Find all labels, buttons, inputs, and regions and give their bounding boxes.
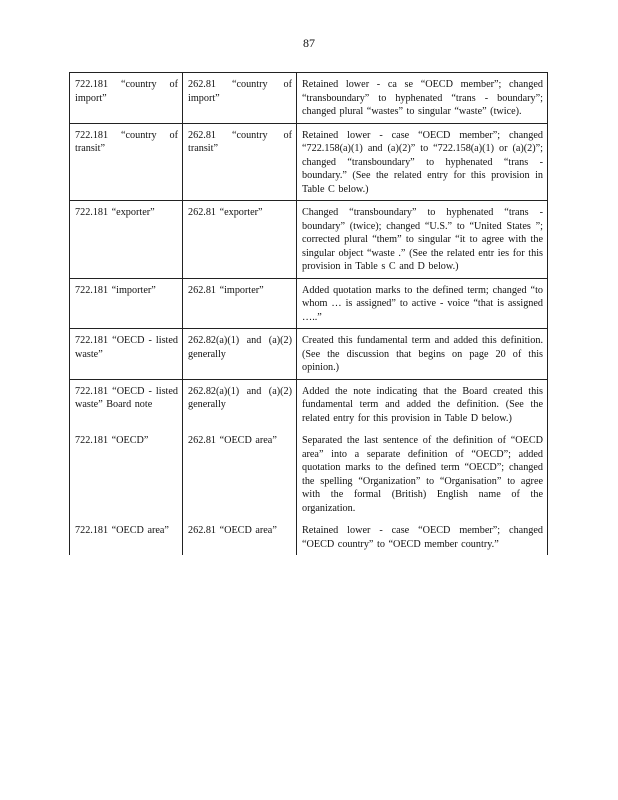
table-row (70, 329, 548, 380)
change-description-cell: Retained lower - ca se “OECD member”; changed “transboundary” to hyphenated “trans - boundary”; changed plural “wastes” to singular “waste” (twice). (297, 73, 548, 124)
section-cell: 722.181 “OECD area” (70, 519, 183, 555)
table-row (70, 429, 548, 519)
section-cell: 722.181 “OECD - listed waste” (70, 329, 183, 380)
section-cell: 722.181 “OECD - listed waste” Board note (70, 379, 183, 429)
table-row (70, 379, 548, 429)
section-cell: 722.181 “exporter” (70, 201, 183, 279)
section-cell: 722.181 “country of transit” (70, 123, 183, 201)
section-cell: 722.181 “country of import” (70, 73, 183, 124)
change-description-cell: Retained lower - case “OECD member”; changed “722.158(a)(1) and (a)(2)” to “722.158(a)(1) or (a)(2)”; changed “transboundary” to hyphenated “trans -boundary.” (See the related entry for this provision in Table C below.) (297, 123, 548, 201)
table-row (70, 73, 548, 124)
table-row (70, 278, 548, 329)
federal-source-cell: 262.81 “country of import” (183, 73, 297, 124)
federal-source-cell: 262.81 “importer” (183, 278, 297, 329)
table-row (70, 123, 548, 201)
change-description-cell: Added the note indicating that the Board created this fundamental term and added the definition. (See the related entry for this provision in Table D below.) (297, 379, 548, 429)
federal-source-cell: 262.81 “exporter” (183, 201, 297, 279)
section-cell: 722.181 “OECD” (70, 429, 183, 519)
change-description-cell: Separated the last sentence of the definition of “OECD area” into a separate definition of “OECD”; added quotation marks to the defined term “OECD”; changed the spelling “Organization” to “Organisation” to agree with the formal (British) English name of the organization. (297, 429, 548, 519)
federal-source-cell: 262.81 “OECD area” (183, 519, 297, 555)
federal-source-cell: 262.81 “OECD area” (183, 429, 297, 519)
page-number: 87 (303, 36, 315, 50)
federal-source-cell: 262.81 “country of transit” (183, 123, 297, 201)
federal-source-cell: 262.82(a)(1) and (a)(2) generally (183, 379, 297, 429)
change-description-cell: Added quotation marks to the defined term; changed “to whom … is assigned” to active - voice “that is assigned …..” (297, 278, 548, 329)
federal-source-cell: 262.82(a)(1) and (a)(2) generally (183, 329, 297, 380)
regulation-comparison-table (69, 72, 548, 555)
table-row (70, 201, 548, 279)
section-cell: 722.181 “importer” (70, 278, 183, 329)
change-description-cell: Created this fundamental term and added this definition. (See the discussion that begins on page 20 of this opinion.) (297, 329, 548, 380)
table-row (70, 519, 548, 555)
change-description-cell: Retained lower - case “OECD member”; changed “OECD country” to “OECD member country.” (297, 519, 548, 555)
change-description-cell: Changed “transboundary” to hyphenated “trans - boundary” (twice); changed “U.S.” to “United States ”; corrected plural “them” to singular “it to agree with the singular object “waste .” (See the related entr ies for this provision in Table s C and D below.) (297, 201, 548, 279)
